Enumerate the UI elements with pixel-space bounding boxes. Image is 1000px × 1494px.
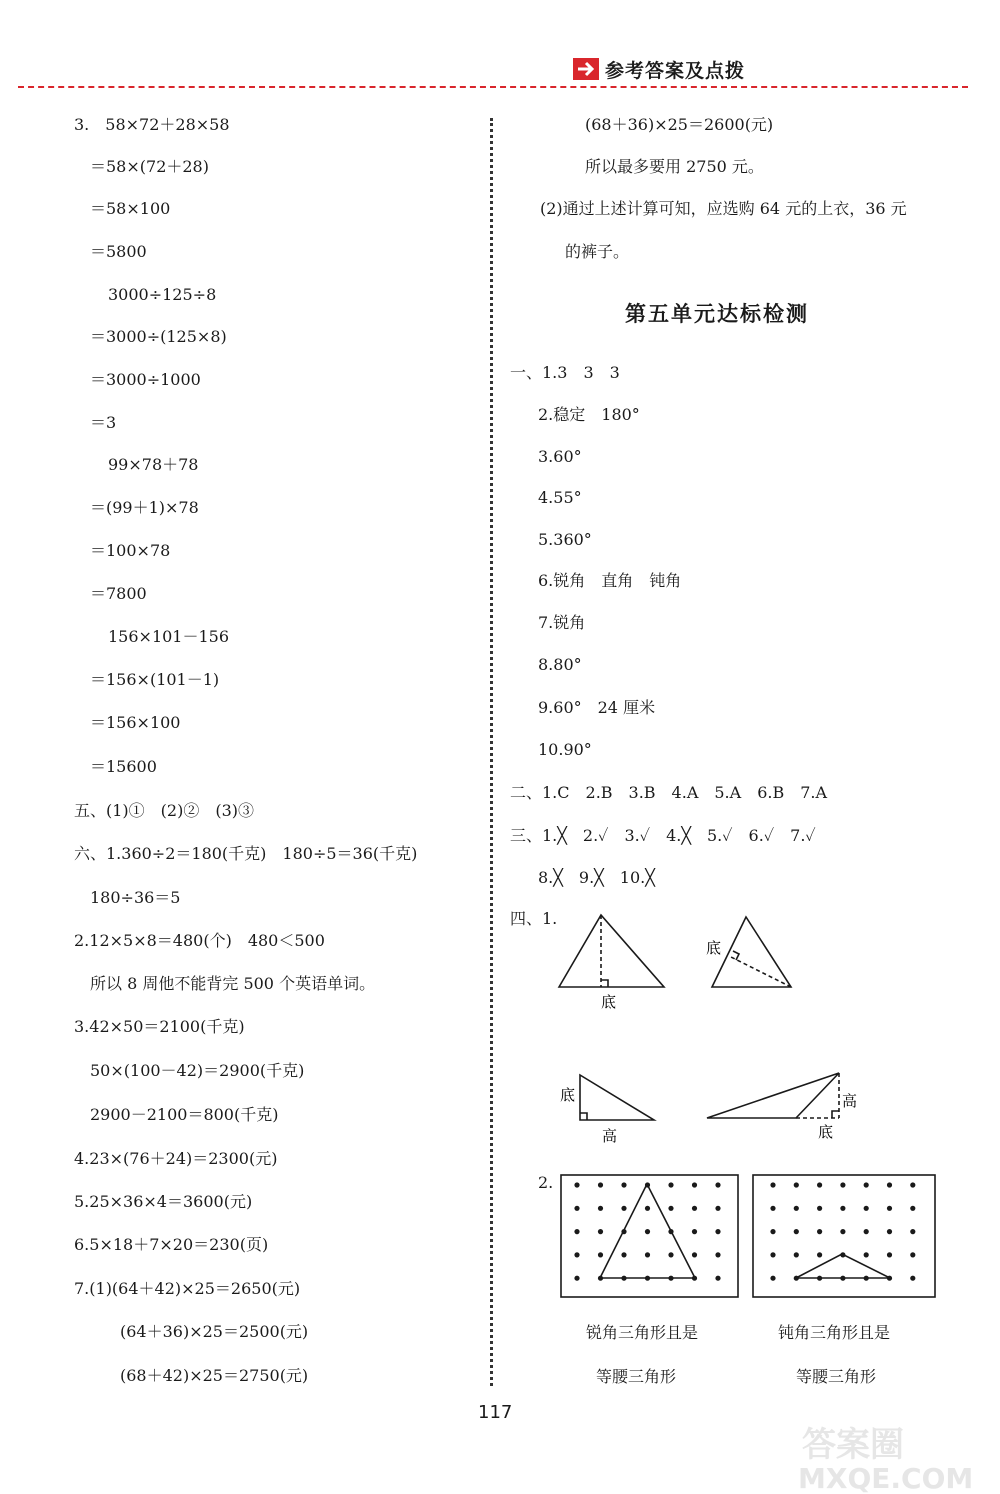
answer-line: 四、1.: [510, 909, 558, 928]
grid-dot: [794, 1182, 799, 1187]
math-line: ＝5800: [90, 242, 147, 261]
grid-dot: [574, 1276, 579, 1281]
math-line: 3000÷125÷8: [108, 285, 217, 304]
grid-dot: [715, 1276, 720, 1281]
grid-dot: [794, 1206, 799, 1211]
caption-left-2: 等腰三角形: [596, 1367, 677, 1386]
answer-line: 180÷36＝5: [90, 888, 181, 907]
triangle-4: [707, 1073, 839, 1118]
label-base-4: 底: [818, 1123, 834, 1141]
math-line: ＝100×78: [90, 541, 171, 560]
page-number: 117: [478, 1402, 513, 1423]
right-angle-mark-4: [832, 1111, 839, 1118]
math-line: ＝(99＋1)×78: [90, 498, 199, 517]
caption-left-1: 锐角三角形且是: [586, 1323, 699, 1342]
grid-dot: [668, 1182, 673, 1187]
math-line: 156×101－156: [108, 627, 230, 646]
grid-dot: [794, 1229, 799, 1234]
grid-dot: [715, 1252, 720, 1257]
grid-dot: [864, 1229, 869, 1234]
answer-line: (68＋42)×25＝2750(元): [120, 1366, 309, 1385]
caption-right-2: 等腰三角形: [796, 1367, 877, 1386]
grid-dot: [715, 1182, 720, 1187]
answer-line: 8.80°: [538, 655, 582, 674]
grid-dot: [910, 1182, 915, 1187]
grid-dot: [598, 1182, 603, 1187]
grid-dot: [910, 1206, 915, 1211]
grid-dot: [864, 1252, 869, 1257]
grid-dot: [692, 1252, 697, 1257]
caption-right-1: 钝角三角形且是: [778, 1323, 891, 1342]
math-line: 3. 58×72＋28×58: [74, 115, 230, 134]
math-line: ＝3: [90, 413, 117, 432]
triangle-1: [559, 915, 664, 987]
grid-dot: [770, 1229, 775, 1234]
grid-dot: [645, 1252, 650, 1257]
math-line: ＝156×100: [90, 713, 181, 732]
answer-line: 所以 8 周他不能背完 500 个英语单词。: [90, 974, 376, 993]
watermark-logo: [780, 1420, 980, 1494]
grid-dot: [621, 1206, 626, 1211]
grid-dot: [794, 1252, 799, 1257]
grid-dot: [598, 1229, 603, 1234]
answer-line: 3.42×50＝2100(千克): [74, 1017, 245, 1036]
grid-dot: [692, 1229, 697, 1234]
grid-dot: [574, 1206, 579, 1211]
grid-dot: [770, 1276, 775, 1281]
grid-dot: [770, 1182, 775, 1187]
grid-dot: [621, 1182, 626, 1187]
answer-line: 五、(1)① (2)② (3)③: [74, 801, 254, 820]
math-line: ＝58×100: [90, 199, 171, 218]
answer-line: 10.90°: [538, 740, 592, 759]
label-height-4: 高: [842, 1092, 858, 1110]
answer-line: (2)通过上述计算可知，应选购 64 元的上衣，36 元: [540, 199, 907, 218]
grid-dot: [715, 1206, 720, 1211]
math-line: 99×78＋78: [108, 455, 199, 474]
dots-right: [770, 1182, 915, 1280]
answer-line: 4.55°: [538, 488, 582, 507]
answer-line: 8.╳ 9.╳ 10.╳: [538, 868, 655, 887]
grid-dot: [840, 1182, 845, 1187]
answer-line: 5.25×36×4＝3600(元): [74, 1192, 253, 1211]
obtuse-isosceles-triangle: [796, 1254, 890, 1278]
grid-dot: [887, 1182, 892, 1187]
grid-dot: [910, 1229, 915, 1234]
column-divider: [490, 118, 493, 1386]
answer-line: 一、1.3 3 3: [510, 363, 620, 382]
answer-line: (64＋36)×25＝2500(元): [120, 1322, 309, 1341]
answer-line: 3.60°: [538, 447, 582, 466]
grid-dot: [864, 1182, 869, 1187]
grid-dot: [817, 1229, 822, 1234]
math-line: ＝3000÷(125×8): [90, 327, 227, 346]
grid-dot: [770, 1252, 775, 1257]
grid-dot: [887, 1206, 892, 1211]
grid-dot: [621, 1252, 626, 1257]
math-line: ＝3000÷1000: [90, 370, 201, 389]
grid-dot: [574, 1229, 579, 1234]
question-label: 2.: [538, 1173, 554, 1192]
math-line: ＝15600: [90, 757, 157, 776]
grid-dot: [817, 1252, 822, 1257]
answer-line: 6.5×18＋7×20＝230(页): [74, 1235, 269, 1254]
grid-dot: [598, 1206, 603, 1211]
grid-dot: [668, 1252, 673, 1257]
label-height-3: 高: [602, 1127, 618, 1145]
arrow-icon: [573, 58, 599, 80]
grid-dot: [574, 1182, 579, 1187]
answer-line: 的裤子。: [565, 242, 630, 261]
grid-dot: [715, 1229, 720, 1234]
grid-dot: [692, 1182, 697, 1187]
answer-line: 9.60° 24 厘米: [538, 698, 656, 717]
label-base-1: 底: [601, 993, 617, 1011]
answer-line: 7.(1)(64＋42)×25＝2650(元): [74, 1279, 301, 1298]
right-angle-mark-1: [601, 980, 608, 987]
grid-dot: [910, 1276, 915, 1281]
answer-line: 六、1.360÷2＝180(千克) 180÷5＝36(千克): [74, 844, 418, 863]
grid-dot: [645, 1229, 650, 1234]
triangle-2: [712, 917, 791, 987]
answer-line: 50×(100－42)＝2900(千克): [90, 1061, 305, 1080]
answer-line: 2900－2100＝800(千克): [90, 1105, 279, 1124]
grid-dot: [770, 1206, 775, 1211]
answer-line: 三、1.╳ 2.✓ 3.✓ 4.╳ 5.✓ 6.✓ 7.✓: [510, 826, 816, 845]
answer-line: 4.23×(76＋24)＝2300(元): [74, 1149, 278, 1168]
label-base-2: 底: [706, 939, 722, 957]
math-line: ＝156×(101－1): [90, 670, 220, 689]
grid-dot: [887, 1229, 892, 1234]
answer-line: 2.稳定 180°: [538, 405, 640, 424]
answer-line: 所以最多要用 2750 元。: [585, 157, 764, 176]
watermark-text: 答案圈: [802, 1425, 904, 1465]
grid-dot: [864, 1206, 869, 1211]
watermark-url: MXQE.COM: [798, 1462, 974, 1494]
grid-dot: [692, 1206, 697, 1211]
answer-line: 5.360°: [538, 530, 592, 549]
grid-dot: [910, 1252, 915, 1257]
math-line: ＝58×(72＋28): [90, 157, 209, 176]
triangle-height-figures: [500, 905, 980, 1175]
header-divider: [18, 86, 968, 88]
answer-line: 6.锐角 直角 钝角: [538, 571, 682, 590]
grid-dot: [668, 1206, 673, 1211]
grid-dot: [574, 1252, 579, 1257]
grid-dot: [887, 1252, 892, 1257]
triangle-3: [580, 1075, 654, 1120]
grid-dot: [598, 1252, 603, 1257]
grid-dot: [817, 1206, 822, 1211]
answer-line: 2.12×5×8＝480(个) 480＜500: [74, 931, 325, 950]
dots-left: [574, 1182, 720, 1280]
section-title: 第五单元达标检测: [625, 302, 809, 326]
grid-dot: [645, 1206, 650, 1211]
header-title: 参考答案及点拨: [605, 60, 746, 82]
answer-line: 7.锐角: [538, 613, 586, 632]
answer-line: 二、1.C 2.B 3.B 4.A 5.A 6.B 7.A: [510, 783, 828, 802]
label-base-3: 底: [560, 1086, 576, 1104]
grid-dot: [840, 1229, 845, 1234]
grid-dot: [817, 1182, 822, 1187]
answer-line: (68＋36)×25＝2600(元): [585, 115, 774, 134]
right-angle-mark-3: [580, 1113, 587, 1120]
dot-grid-figures: [560, 1174, 980, 1302]
grid-dot: [840, 1206, 845, 1211]
math-line: ＝7800: [90, 584, 147, 603]
